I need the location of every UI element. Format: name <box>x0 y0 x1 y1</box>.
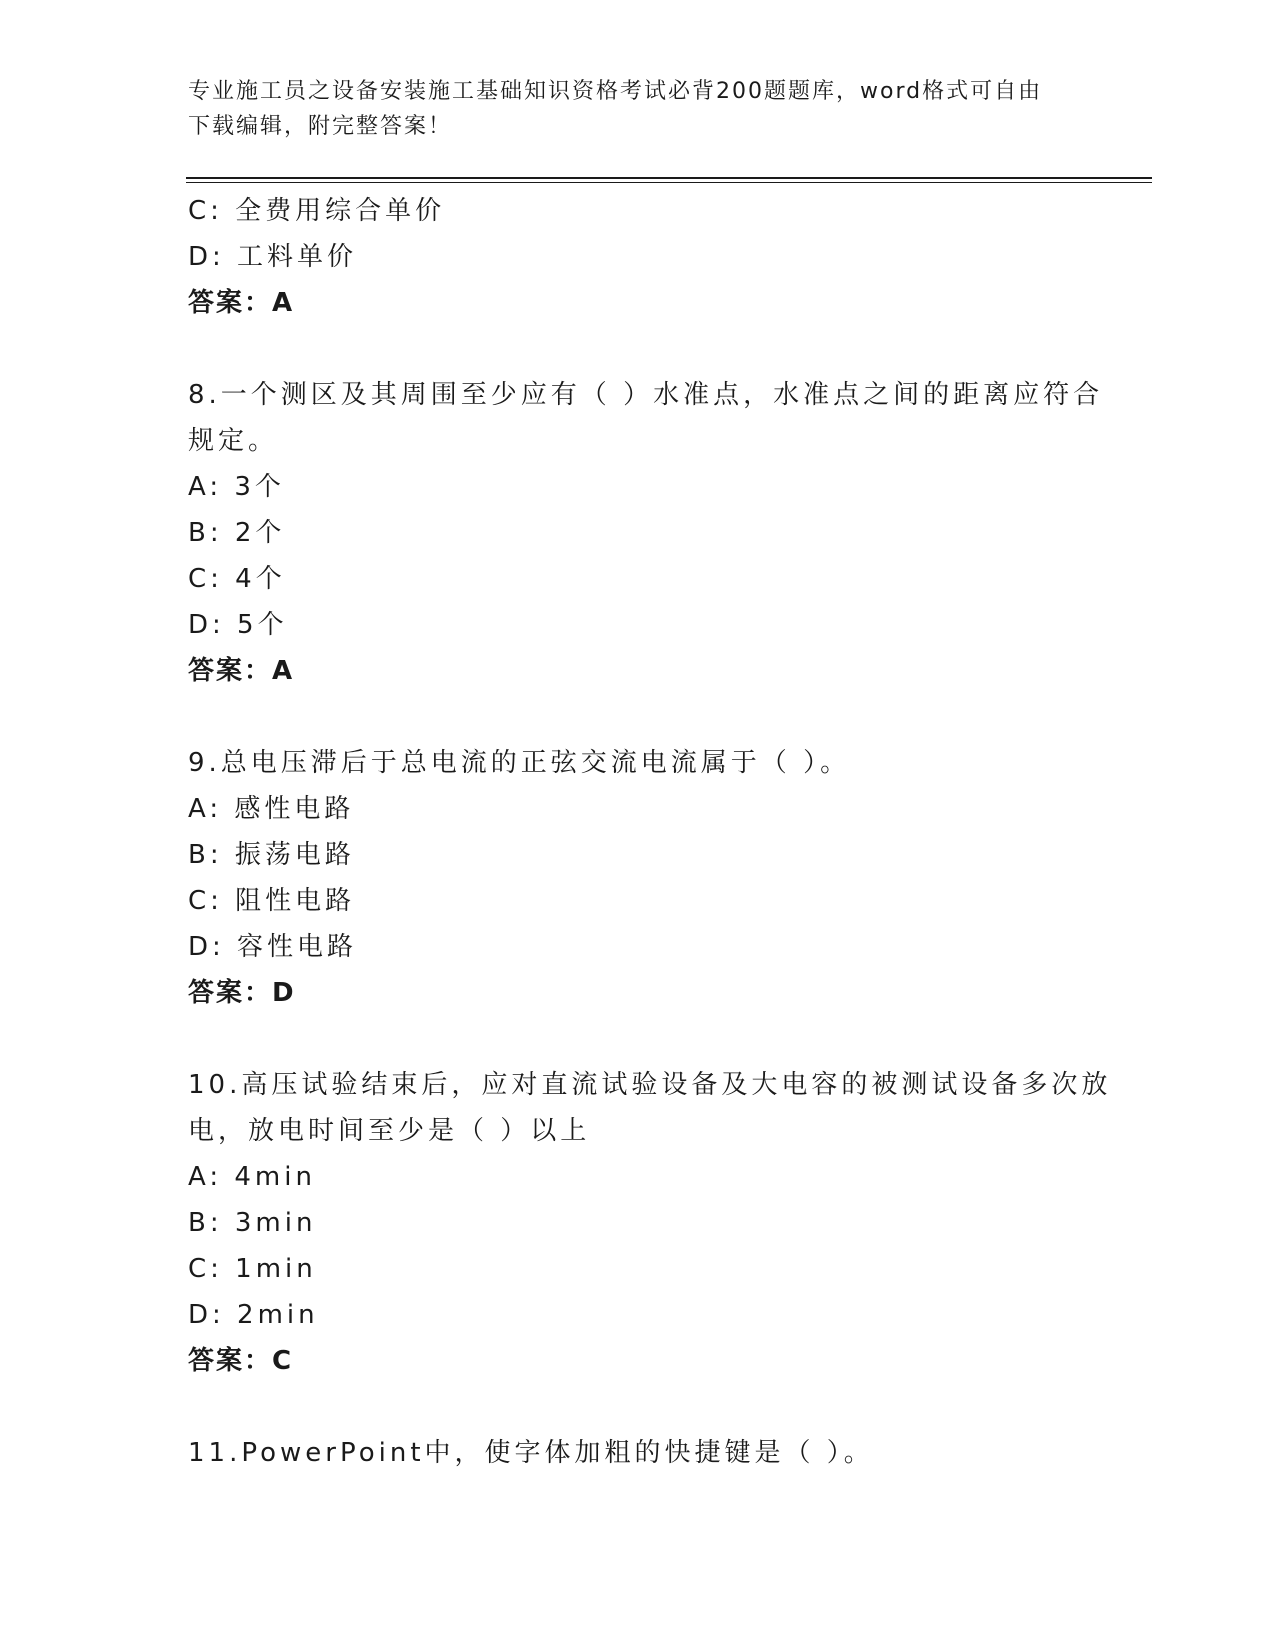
option-c: C: 1min <box>188 1254 317 1284</box>
option-c: C: 全费用综合单价 <box>188 196 446 226</box>
option-d: D: 5个 <box>188 610 288 640</box>
question-text-line-2: 电，放电时间至少是（ ）以上 <box>188 1116 591 1146</box>
answer-line: 答案：D <box>188 978 296 1008</box>
question-11 <box>188 1430 1088 1476</box>
question-text-line-1: 11.PowerPoint中，使字体加粗的快捷键是（ ）。 <box>188 1438 874 1468</box>
question-9 <box>188 740 1088 1016</box>
option-a: A: 3个 <box>188 472 285 502</box>
option-d: D: 工料单价 <box>188 242 358 272</box>
option-a: A: 4min <box>188 1162 316 1192</box>
answer-line: 答案：C <box>188 1346 294 1376</box>
option-c: C: 4个 <box>188 564 286 594</box>
option-d: D: 容性电路 <box>188 932 358 962</box>
spacer <box>188 326 1088 372</box>
question-list <box>188 188 1112 1476</box>
question-text-line-1: 9.总电压滞后于总电流的正弦交流电流属于（ ）。 <box>188 748 851 778</box>
question-10 <box>188 1062 1112 1384</box>
question-7-continued <box>188 188 1088 326</box>
header-line-1: 专业施工员之设备安装施工基础知识资格考试必背200题题库，word格式可自由 <box>188 79 1043 104</box>
answer-line: 答案：A <box>188 288 295 318</box>
option-d: D: 2min <box>188 1300 319 1330</box>
document-header <box>188 74 1068 144</box>
header-line-2: 下载编辑，附完整答案！ <box>188 114 453 139</box>
option-b: B: 2个 <box>188 518 286 548</box>
question-text-line-1: 10.高压试验结束后，应对直流试验设备及大电容的被测试设备多次放 <box>188 1070 1112 1100</box>
header-divider-thick <box>186 177 1152 179</box>
option-b: B: 振荡电路 <box>188 840 355 870</box>
spacer <box>188 1384 1088 1430</box>
answer-line: 答案：A <box>188 656 295 686</box>
option-c: C: 阻性电路 <box>188 886 356 916</box>
option-a: A: 感性电路 <box>188 794 355 824</box>
spacer <box>188 694 1088 740</box>
question-text-line-1: 8.一个测区及其周围至少应有（ ）水准点，水准点之间的距离应符合 <box>188 380 1104 410</box>
option-b: B: 3min <box>188 1208 317 1238</box>
spacer <box>188 1016 1088 1062</box>
question-text-line-2: 规定。 <box>188 426 279 456</box>
question-8 <box>188 372 1104 694</box>
header-divider-thin <box>186 182 1152 183</box>
